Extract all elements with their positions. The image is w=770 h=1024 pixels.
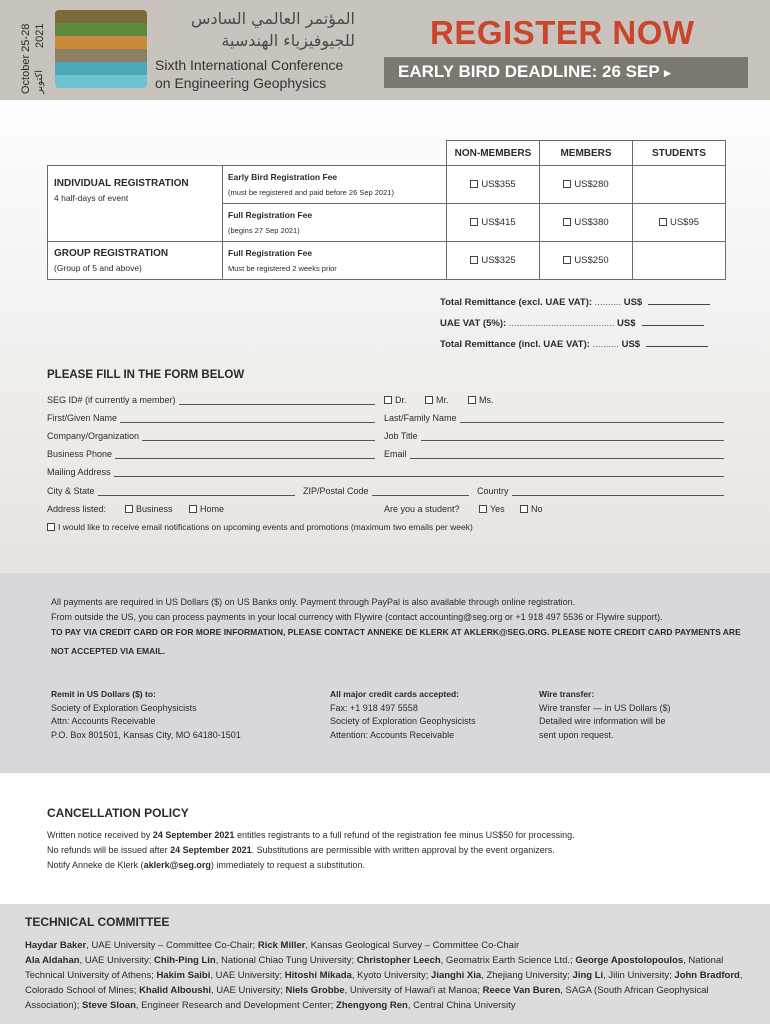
member-name: Jing Li xyxy=(572,970,604,981)
payment-line3: TO PAY VIA CREDIT CARD OR FOR MORE INFORMATION, PLEASE CONTACT ANNEKE DE KLERK AT AKLERK@SEG.ORG. PLEASE NOTE CREDIT CARD PAYMENTS ARE xyxy=(51,627,741,637)
field-line[interactable] xyxy=(115,450,375,459)
company-field[interactable] xyxy=(47,431,375,441)
fee-note: (must be registered and paid before 26 Sep 2021) xyxy=(228,188,394,197)
address-home[interactable] xyxy=(189,504,224,514)
checkbox[interactable] xyxy=(470,218,478,226)
field-line[interactable] xyxy=(114,468,724,477)
price-label: US$415 xyxy=(481,217,516,228)
deadline-banner[interactable] xyxy=(384,57,748,88)
remit-line: Society of Exploration Geophysicists xyxy=(51,702,197,713)
member-name: Hakim Saibi xyxy=(156,970,211,981)
cancellation-line2 xyxy=(47,845,555,855)
payment-section xyxy=(0,573,770,773)
fee-note: (begins 27 Sep 2021) xyxy=(228,226,300,235)
cancellation-line3 xyxy=(47,860,365,870)
wire-line: sent upon request. xyxy=(539,729,614,740)
field-line[interactable] xyxy=(120,414,375,423)
dates-arabic: اكتوبر xyxy=(34,69,45,94)
member-name: Steve Sloan xyxy=(82,1000,136,1011)
cancellation-line1 xyxy=(47,830,575,840)
field-label: Last/Family Name xyxy=(384,413,457,423)
conference-logo xyxy=(55,10,147,88)
wire-column xyxy=(539,688,671,742)
wire-title: Wire transfer: xyxy=(539,689,595,699)
seg-id-field[interactable] xyxy=(47,395,375,405)
individual-title: INDIVIDUAL REGISTRATION xyxy=(54,178,189,189)
member-affiliation: , UAE University – Committee Co-Chair; xyxy=(86,940,258,951)
committee-members xyxy=(25,938,760,1013)
job-title-field[interactable] xyxy=(384,431,724,441)
header-band xyxy=(0,0,770,100)
member-name: John Bradford xyxy=(674,970,740,981)
title-ms[interactable] xyxy=(468,395,494,405)
form-title: PLEASE FILL IN THE FORM BELOW xyxy=(47,369,245,381)
total-currency: US$ xyxy=(617,318,636,329)
field-line[interactable] xyxy=(410,450,724,459)
member-name: Hitoshi Mikada xyxy=(284,970,352,981)
checkbox-label: Dr. xyxy=(395,395,407,405)
member-name: Khalid Alboushi xyxy=(139,985,212,996)
field-label: First/Given Name xyxy=(47,413,118,423)
remit-line: P.O. Box 801501, Kansas City, MO 64180-1501 xyxy=(51,729,241,740)
fee-early-bird xyxy=(223,166,447,204)
text: Written notice received by xyxy=(47,830,153,840)
conference-title-line2: on Engineering Geophysics xyxy=(155,75,327,91)
member-name: Haydar Baker xyxy=(25,940,87,951)
price-option[interactable] xyxy=(447,204,540,242)
email-link[interactable]: aklerk@seg.org xyxy=(143,860,211,870)
student-no[interactable] xyxy=(520,504,543,514)
checkbox[interactable] xyxy=(470,180,478,188)
mailing-address-field[interactable] xyxy=(47,467,724,477)
checkbox[interactable] xyxy=(479,505,487,513)
cc-line: Fax: +1 918 497 5558 xyxy=(330,702,418,713)
member-affiliation: , UAE University; xyxy=(79,955,154,966)
member-affiliation: , University of Hawai'i at Manoa; xyxy=(344,985,483,996)
text: Notify Anneke de Klerk ( xyxy=(47,860,144,870)
text: No refunds will be issued after xyxy=(47,845,171,855)
individual-sub: 4 half-days of event xyxy=(54,193,129,203)
field-line[interactable] xyxy=(372,487,469,496)
price-empty xyxy=(633,166,726,204)
fee-name: Full Registration Fee xyxy=(228,210,313,220)
arabic-title-line2: للجيوفيزياء الهندسية xyxy=(221,31,355,50)
payment-line4: NOT ACCEPTED VIA EMAIL. xyxy=(51,646,166,656)
technical-committee-title: TECHNICAL COMMITTEE xyxy=(25,915,170,929)
remit-line: Attn: Accounts Receivable xyxy=(51,716,156,726)
field-label: Job Title xyxy=(384,431,418,441)
field-line[interactable] xyxy=(421,432,724,441)
fee-note: Must be registered 2 weeks prior xyxy=(228,264,337,273)
wire-line: Wire transfer — in US Dollars ($) xyxy=(539,702,671,713)
member-affiliation: , Kyoto University; xyxy=(351,970,432,981)
dates-year: 2021 xyxy=(34,23,46,48)
logo-band xyxy=(55,10,147,23)
member-name: Zhengyong Ren xyxy=(336,1000,408,1011)
field-label: City & State xyxy=(47,486,95,496)
member-affiliation: , Geomatrix Earth Science Ltd.; xyxy=(440,955,576,966)
price-label: US$280 xyxy=(574,179,609,190)
field-label: Company/Organization xyxy=(47,431,140,441)
logo-band xyxy=(55,36,147,49)
checkbox-label: Mr. xyxy=(436,395,449,405)
member-affiliation: , SAGA (South African Geophysical Association); xyxy=(25,985,709,1011)
cc-line: Attention: Accounts Receivable xyxy=(330,729,455,740)
title-dr[interactable] xyxy=(384,395,407,405)
price-option[interactable] xyxy=(540,204,633,242)
logo-band xyxy=(55,75,147,88)
member-affiliation: , Jilin University; xyxy=(603,970,675,981)
checkbox[interactable] xyxy=(468,396,476,404)
field-label: Mailing Address xyxy=(47,467,111,477)
checkbox[interactable] xyxy=(563,180,571,188)
total-input-line[interactable] xyxy=(648,296,710,305)
dates-english: October 25-28 xyxy=(20,23,32,94)
header-students: STUDENTS xyxy=(633,141,726,166)
uae-vat xyxy=(440,317,704,329)
price-option[interactable] xyxy=(540,242,633,280)
checkbox-label: Ms. xyxy=(479,395,494,405)
field-line[interactable] xyxy=(460,414,724,423)
total-currency: US$ xyxy=(621,339,641,350)
business-phone-field[interactable] xyxy=(47,449,375,459)
wire-line: Detailed wire information will be xyxy=(539,716,666,726)
logo-band xyxy=(55,49,147,62)
deadline-text: EARLY BIRD DEADLINE: 26 SEP xyxy=(398,62,660,81)
event-dates xyxy=(16,8,46,96)
checkbox-label: No xyxy=(531,504,543,514)
register-now-heading: REGISTER NOW xyxy=(430,14,695,51)
individual-registration-cell xyxy=(48,166,223,242)
checkbox-label: Business xyxy=(136,504,173,514)
field-label: ZIP/Postal Code xyxy=(303,486,369,496)
date-emphasis: 24 September 2021 xyxy=(152,830,235,840)
price-label: US$325 xyxy=(481,255,516,266)
member-affiliation: , Kansas Geological Survey – Committee Co-Chair xyxy=(305,940,520,951)
email-field[interactable] xyxy=(384,449,724,459)
text: ) immediately to request a substitution. xyxy=(210,860,365,870)
fee-full xyxy=(223,204,447,242)
fee-name: Full Registration Fee xyxy=(228,248,313,258)
country-field[interactable] xyxy=(477,486,724,496)
checkbox-label: Yes xyxy=(490,504,505,514)
field-label: SEG ID# (if currently a member) xyxy=(47,395,176,405)
total-input-line[interactable] xyxy=(642,317,704,326)
member-name: Christopher Leech xyxy=(356,955,441,966)
address-business[interactable] xyxy=(125,504,173,514)
address-listed-label: Address listed: xyxy=(47,504,107,514)
credit-card-column xyxy=(330,688,476,742)
price-option[interactable] xyxy=(633,204,726,242)
group-sub: (Group of 5 and above) xyxy=(54,263,142,273)
field-label: Country xyxy=(477,486,509,496)
date-emphasis: 24 September 2021 xyxy=(170,845,252,855)
group-registration-cell xyxy=(48,242,223,280)
total-label: UAE VAT (5%): xyxy=(440,318,507,329)
member-affiliation: , Colorado School of Mines; xyxy=(25,970,743,996)
total-incl-vat xyxy=(440,338,708,350)
group-title: GROUP REGISTRATION xyxy=(54,248,169,259)
price-option[interactable] xyxy=(447,166,540,204)
registration-fees-table xyxy=(47,140,726,280)
checkbox[interactable] xyxy=(470,256,478,264)
arabic-title-line1: المؤتمر العالمي السادس xyxy=(190,9,355,28)
member-name: George Apostolopoulos xyxy=(575,955,684,966)
member-affiliation: , Zhejiang University; xyxy=(481,970,573,981)
member-name: Jianghi Xia xyxy=(431,970,482,981)
member-name: Rick Miller xyxy=(257,940,306,951)
member-affiliation: , Engineer Research and Development Center; xyxy=(135,1000,337,1011)
payment-line1: All payments are required in US Dollars ($) on US Banks only. Payment through PayPal is also available through online registration. xyxy=(51,597,576,607)
header-non-members: NON-MEMBERS xyxy=(447,141,540,166)
price-option[interactable] xyxy=(447,242,540,280)
arrow-right-icon: ▸ xyxy=(664,65,671,80)
text: . Substitutions are permissible with written approval by the event organizers. xyxy=(251,845,555,855)
last-name-field[interactable] xyxy=(384,413,724,423)
field-label: Email xyxy=(384,449,407,459)
price-label: US$95 xyxy=(669,217,700,228)
total-dots: .......... xyxy=(592,339,619,350)
total-excl-vat xyxy=(440,296,710,308)
checkbox[interactable] xyxy=(384,396,392,404)
price-label: US$355 xyxy=(481,179,516,190)
total-label: Total Remittance (excl. UAE VAT): xyxy=(440,297,593,308)
member-name: Niels Grobbe xyxy=(285,985,345,996)
checkbox[interactable] xyxy=(189,505,197,513)
checkbox[interactable] xyxy=(425,396,433,404)
total-currency: US$ xyxy=(623,297,643,308)
first-name-field[interactable] xyxy=(47,413,375,423)
checkbox[interactable] xyxy=(659,218,667,226)
member-name: Ala Aldahan xyxy=(25,955,80,966)
field-line[interactable] xyxy=(512,487,724,496)
logo-band xyxy=(55,62,147,75)
remit-title: Remit in US Dollars ($) to: xyxy=(51,689,156,699)
checkbox-label: I would like to receive email notifications on upcoming events and promotions (maximum two emails per week) xyxy=(58,522,473,532)
conference-title-line1: Sixth International Conference xyxy=(155,57,344,73)
title-mr[interactable] xyxy=(425,395,449,405)
checkbox-label: Home xyxy=(200,504,225,514)
member-name: Reece Van Buren xyxy=(482,985,561,996)
notify-opt-in[interactable] xyxy=(47,522,473,532)
price-label: US$380 xyxy=(574,217,609,228)
price-option[interactable] xyxy=(540,166,633,204)
price-label: US$250 xyxy=(574,255,609,266)
city-state-field[interactable] xyxy=(47,486,295,496)
payment-line2: From outside the US, you can process payments in your local currency with Flywire (contact accounting@seg.org or +1 918 497 5536 or Flywire support). xyxy=(51,612,663,622)
total-label: Total Remittance (incl. UAE VAT): xyxy=(440,339,590,350)
fee-group xyxy=(223,242,447,280)
checkbox[interactable] xyxy=(125,505,133,513)
text: entitles registrants to a full refund of the registration fee minus US$50 for processing. xyxy=(234,830,575,840)
price-empty xyxy=(633,242,726,280)
member-affiliation: , UAE University; xyxy=(210,970,285,981)
field-line[interactable] xyxy=(142,432,375,441)
remit-column xyxy=(51,688,241,742)
total-dots: ........................................ xyxy=(508,318,615,329)
total-input-line[interactable] xyxy=(646,338,708,347)
checkbox[interactable] xyxy=(563,218,571,226)
member-affiliation: , National Chiao Tung University; xyxy=(215,955,357,966)
field-line[interactable] xyxy=(179,396,375,405)
cc-line: Society of Exploration Geophysicists xyxy=(330,716,476,726)
checkbox[interactable] xyxy=(520,505,528,513)
student-question: Are you a student? xyxy=(384,504,460,514)
checkbox[interactable] xyxy=(47,523,55,531)
checkbox[interactable] xyxy=(563,256,571,264)
member-affiliation: , UAE University; xyxy=(211,985,286,996)
cc-title: All major credit cards accepted: xyxy=(330,689,459,699)
student-yes[interactable] xyxy=(479,504,505,514)
cancellation-title: CANCELLATION POLICY xyxy=(47,806,189,820)
field-label: Business Phone xyxy=(47,449,113,459)
total-dots: .......... xyxy=(594,297,622,308)
member-affiliation: , Central China University xyxy=(407,1000,516,1011)
fee-name: Early Bird Registration Fee xyxy=(228,172,338,182)
member-name: Chih-Ping Lin xyxy=(153,955,216,966)
zip-field[interactable] xyxy=(303,486,469,496)
field-line[interactable] xyxy=(98,487,295,496)
member-affiliation: , National Technical University of Athens; xyxy=(25,955,724,981)
header-members: MEMBERS xyxy=(540,141,633,166)
logo-band xyxy=(55,23,147,36)
